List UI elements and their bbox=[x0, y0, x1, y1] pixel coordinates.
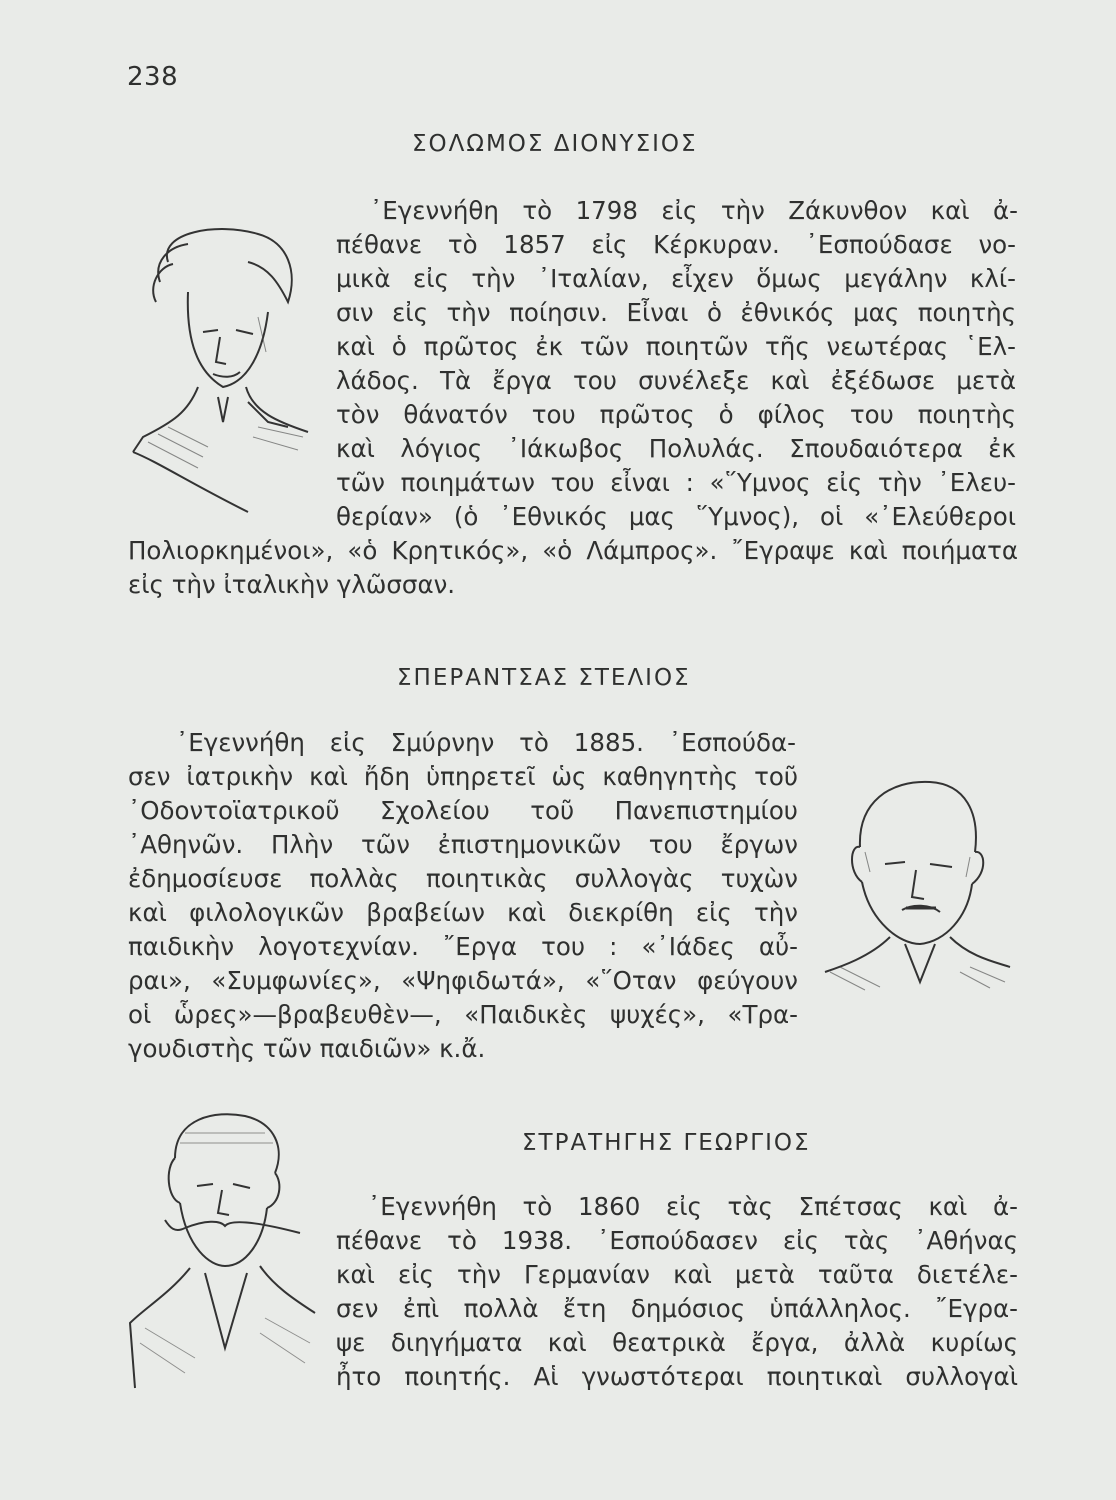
text-line: πέθανε τὸ 1938. ᾿Εσπούδασεν εἰς τὰς ᾿Αθήνας bbox=[336, 1226, 1018, 1255]
text-line: ᾿Εγεννήθη τὸ 1798 εἰς τὴν Ζάκυνθον καὶ ἀ- bbox=[370, 196, 1018, 225]
text-line: παιδικὴν λογοτεχνίαν. ῎Εργα του : «᾿Ιάδες αὖ- bbox=[128, 932, 798, 961]
text-line: τῶν ποιημάτων του εἶναι : «῞Υμνος εἰς τὴν ᾿Ελευ- bbox=[336, 468, 1016, 497]
text-line: μικὰ εἰς τὴν ᾿Ιταλίαν, εἶχεν ὅμως μεγάλην κλί- bbox=[336, 264, 1016, 293]
text-line: ᾿Οδοντοϊατρικοῦ Σχολείου τοῦ Πανεπιστημίου bbox=[128, 796, 798, 825]
portrait-sperantsas bbox=[820, 772, 1015, 992]
text-line: ἐδημοσίευσε πολλὰς ποιητικὰς συλλογὰς τυχὼν bbox=[128, 864, 798, 893]
text-line: ἦτο ποιητής. Αἱ γνωστότεραι ποιητικαὶ συλλογαὶ bbox=[336, 1362, 1018, 1391]
portrait-solomos bbox=[128, 222, 313, 517]
text-line: καὶ εἰς τὴν Γερμανίαν καὶ μετὰ ταῦτα διετέλε- bbox=[336, 1260, 1018, 1289]
text-line: καὶ φιλολογικῶν βραβείων καὶ διεκρίθη εἰς τὴν bbox=[128, 898, 798, 927]
page-number: 238 bbox=[127, 62, 179, 92]
text-line: θερίαν» (ὁ ᾿Εθνικός μας ῞Υμνος), οἱ «᾿Ελεύθεροι bbox=[336, 502, 1016, 531]
text-line: ᾿Αθηνῶν. Πλὴν τῶν ἐπιστημονικῶν του ἔργων bbox=[128, 830, 798, 859]
text-line: σιν εἰς τὴν ποίησιν. Εἶναι ὁ ἐθνικός μας ποιητὴς bbox=[336, 298, 1016, 327]
text-line: οἱ ὧρες»—βραβευθὲν—, «Παιδικὲς ψυχές», «Τρα- bbox=[128, 1000, 798, 1029]
text-line: ᾿Εγεννήθη τὸ 1860 εἰς τὰς Σπέτσας καὶ ἀ- bbox=[368, 1192, 1018, 1221]
text-line: σεν ἰατρικὴν καὶ ἤδη ὑπηρετεῖ ὡς καθηγητὴς τοῦ bbox=[128, 762, 798, 791]
section-heading-solomos: ΣΟΛΩΜΟΣ ΔΙΟΝΥΣΙΟΣ bbox=[412, 131, 698, 157]
text-line: ᾿Εγεννήθη εἰς Σμύρνην τὸ 1885. ᾿Εσπούδα- bbox=[176, 728, 796, 757]
text-line: τὸν θάνατόν του πρῶτος ὁ φίλος του ποιητὴς bbox=[336, 400, 1016, 429]
text-line: καὶ λόγιος ᾿Ιάκωβος Πολυλάς. Σπουδαιότερα ἐκ bbox=[336, 434, 1016, 463]
text-line: Πολιορκημένοι», «ὁ Κρητικός», «ὁ Λάμπρος». ῎Εγραψε καὶ ποιήματα bbox=[128, 536, 1018, 565]
text-line: καὶ ὁ πρῶτος ἐκ τῶν ποιητῶν τῆς νεωτέρας ῾Ελ- bbox=[336, 332, 1016, 361]
text-line: σεν ἐπὶ πολλὰ ἔτη δημόσιος ὑπάλληλος. ῎Εγρα- bbox=[336, 1294, 1018, 1323]
text-line: γουδιστὴς τῶν παιδιῶν» κ.ἄ. bbox=[128, 1034, 486, 1063]
text-line: ψε διηγήματα καὶ θεατρικὰ ἔργα, ἀλλὰ κυρίως bbox=[336, 1328, 1018, 1357]
text-line: εἰς τὴν ἰταλικὴν γλῶσσαν. bbox=[128, 570, 456, 599]
portrait-stratigis bbox=[125, 1108, 320, 1398]
section-heading-sperantsas: ΣΠΕΡΑΝΤΣΑΣ ΣΤΕΛΙΟΣ bbox=[397, 665, 691, 691]
section-heading-stratigis: ΣΤΡΑΤΗΓΗΣ ΓΕΩΡΓΙΟΣ bbox=[522, 1130, 811, 1156]
text-line: λάδος. Τὰ ἔργα του συνέλεξε καὶ ἐξέδωσε μετὰ bbox=[336, 366, 1016, 395]
text-line: πέθανε τὸ 1857 εἰς Κέρκυραν. ᾿Εσπούδασε νο- bbox=[336, 230, 1016, 259]
text-line: ραι», «Συμφωνίες», «Ψηφιδωτά», «῞Οταν φεύγουν bbox=[128, 966, 798, 995]
